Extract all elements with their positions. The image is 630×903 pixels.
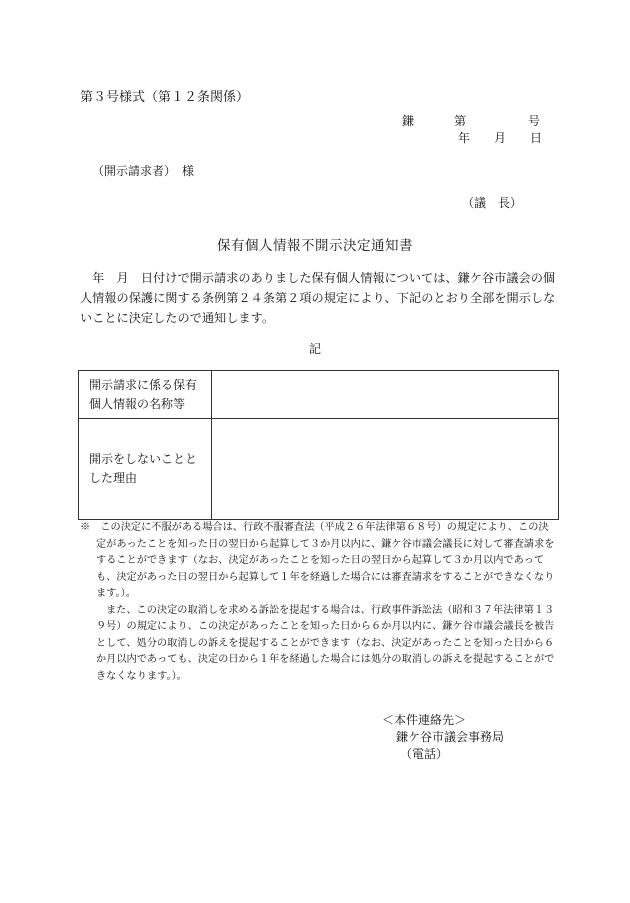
table-row bbox=[79, 371, 559, 419]
note-review-request: ※ この決定に不服がある場合は、行政不服審査法（平成２６年法律第６８号）の規定により、この決定があったことを知った日の翌日から起算して３か月以内に、鎌ケ谷市議会議長に対して審査請求をすることができます（なお、決定があったことを知った日の翌日から起算して３か月以内であっても、決定があった日の翌日から起算して１年を経過した場合には審査請求をすることができなくなります。）。 bbox=[80, 522, 555, 599]
body-paragraph bbox=[80, 268, 558, 328]
reference-prefix: 鎌 bbox=[401, 114, 416, 128]
reason-value bbox=[212, 419, 559, 520]
note-lawsuit: また、この決定の取消しを求める訴訟を提起する場合は、行政事件訴訟法（昭和３７年法律第１３９号）の規定により、この決定があったことを知った日から６か月以内に、鎌ケ谷市議会議長を被告として、処分の取消しの訴えを提起することができます（なお、決定があったことを知った日から６か月以内であっても、決定の日から１年を経過した場合には処分の取消しの訴えを提起することができなくなります。）。 bbox=[96, 604, 555, 682]
date-month: 月 bbox=[493, 131, 506, 145]
reference-go: 号 bbox=[527, 114, 542, 128]
requested-info-label: 開示請求に係る保有個人情報の名称等 bbox=[79, 371, 212, 419]
reference-number bbox=[402, 112, 542, 129]
requested-info-value bbox=[212, 371, 559, 419]
date-day: 日 bbox=[529, 131, 542, 145]
document-title: 保有個人情報不開示決定通知書 bbox=[217, 238, 413, 254]
table-row bbox=[79, 419, 559, 520]
body-text: 年 月 日付けで開示請求のありました保有個人情報については、鎌ケ谷市議会の個人情報の保護に関する条例第２４条第２項の規定により、下記のとおり全部を開示しないことに決定したので通知します。 bbox=[80, 271, 556, 325]
contact-heading: ＜本件連絡先＞ bbox=[382, 713, 467, 727]
ki-marker: 記 bbox=[308, 342, 321, 356]
appeal-notes bbox=[80, 520, 558, 685]
date-year: 年 bbox=[457, 131, 470, 145]
info-table bbox=[78, 370, 559, 520]
sender: （議 長） bbox=[461, 196, 522, 210]
reason-label: 開示をしないこととした理由 bbox=[79, 419, 212, 520]
contact-phone: （電話） bbox=[400, 747, 449, 761]
contact-block bbox=[382, 712, 504, 763]
form-number: 第３号様式（第１２条関係） bbox=[80, 90, 250, 105]
reference-dai: 第 bbox=[453, 114, 468, 128]
contact-office: 鎌ケ谷市議会事務局 bbox=[396, 730, 505, 744]
issue-date bbox=[458, 129, 542, 146]
addressee: （開示請求者） 様 bbox=[92, 164, 195, 178]
